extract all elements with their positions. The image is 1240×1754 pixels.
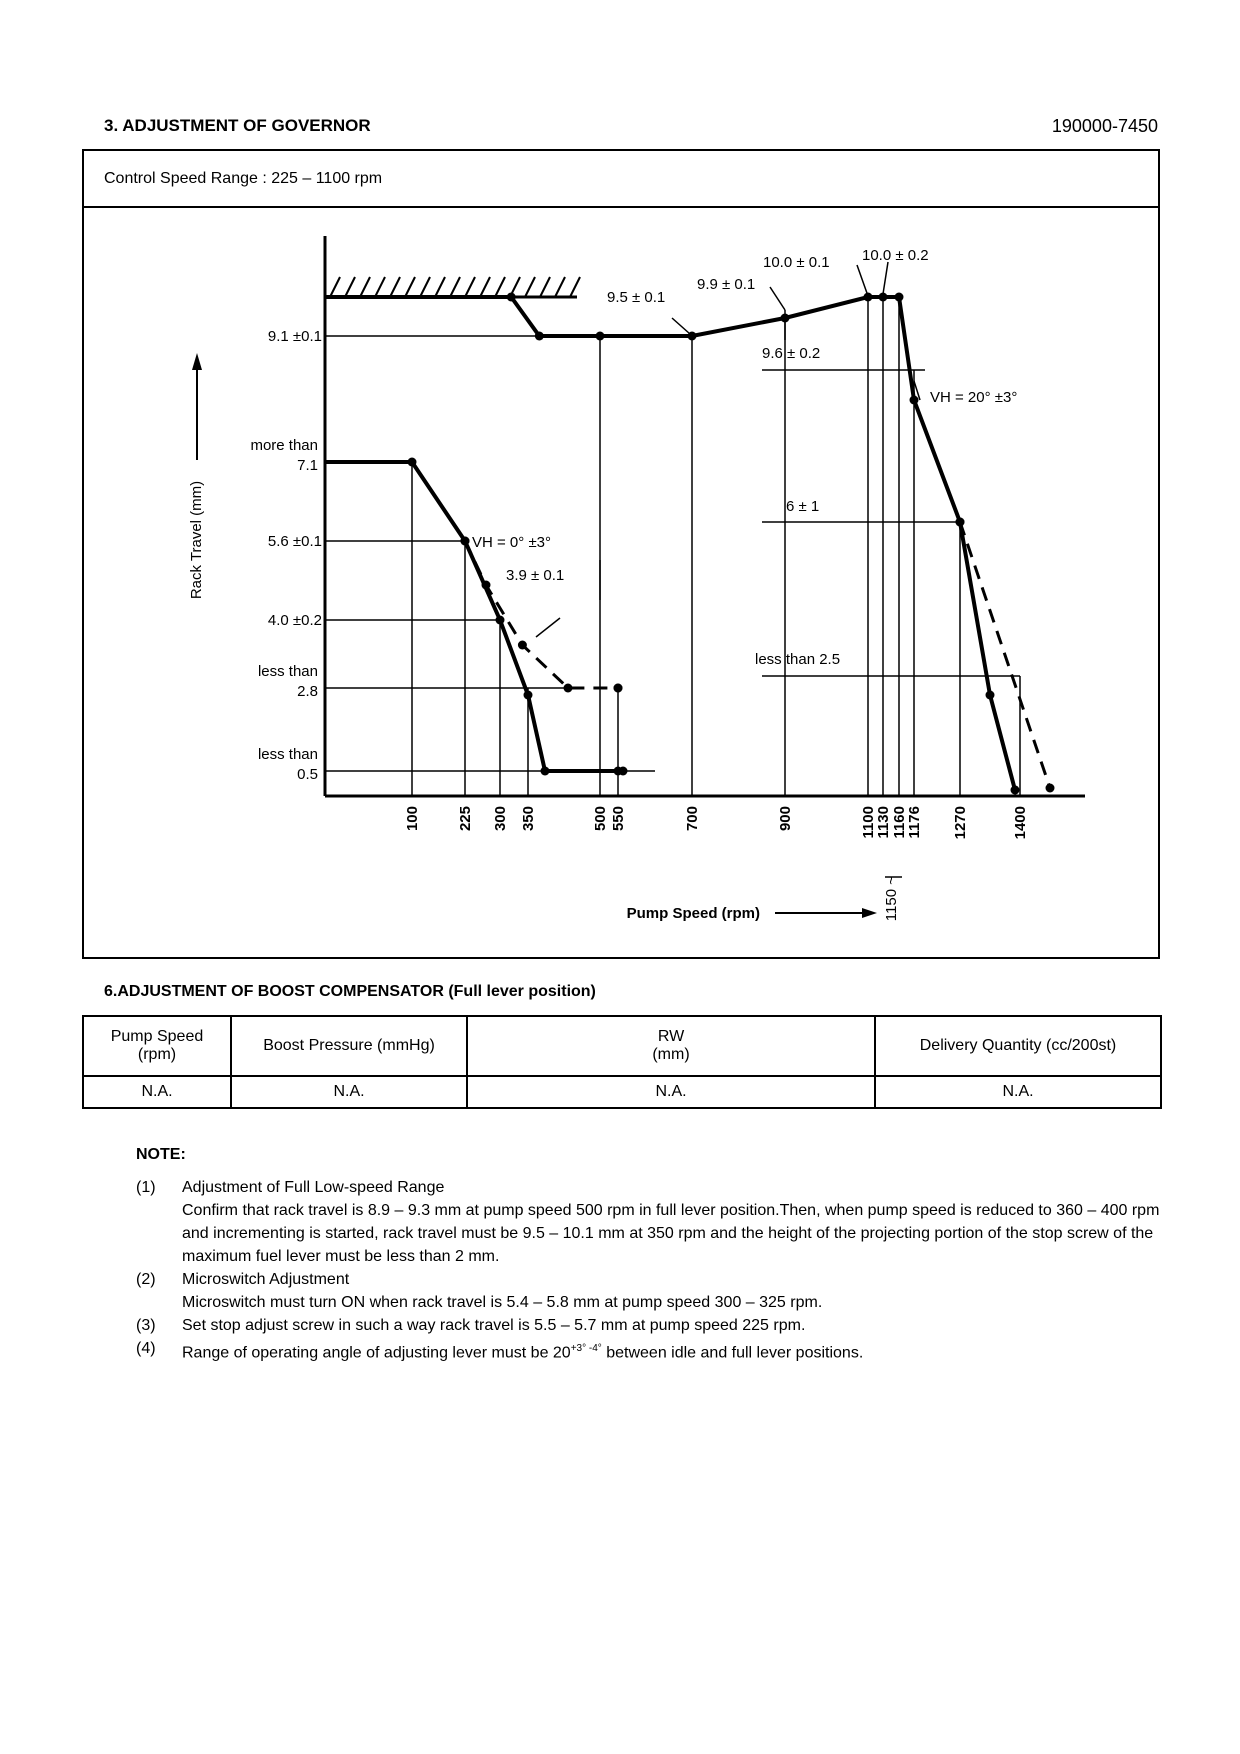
annotation-label: 6 ± 1 [786,498,820,515]
data-point [1046,784,1055,793]
x-tick-label: 1176 [906,806,923,839]
boost-header-line1: Delivery Quantity (cc/200st) [919,1037,1117,1054]
boost-header-pump-speed [83,1016,231,1076]
data-point [1011,786,1020,795]
data-point [518,641,527,650]
boost-cell-boost-pressure: N.A. [231,1076,467,1108]
notes-heading: NOTE: [136,1146,186,1163]
note-suffix: between idle and full lever positions. [601,1344,864,1362]
x-axis-arrowhead [862,908,877,918]
data-point [864,293,873,302]
table-row [83,1076,1161,1108]
note-title: Microswitch Adjustment [182,1271,350,1288]
note-number: (1) [136,1179,156,1196]
boost-header-rw [467,1016,875,1076]
data-point [482,581,491,590]
data-point [781,314,790,323]
note-title: Set stop adjust screw in such a way rack travel is 5.5 – 5.7 mm at pump speed 225 rpm. [182,1317,806,1334]
x-tick-label: 550 [610,806,627,832]
note-title: Range of operating angle of adjusting lever must be 20 [182,1344,571,1362]
boost-header-line1: Pump Speed [110,1028,204,1045]
data-point [541,767,550,776]
boost-title: 6.ADJUSTMENT OF BOOST COMPENSATOR (Full lever position) [104,983,596,1000]
annotation-label: 10.0 ± 0.1 [763,254,830,271]
x-tick-label: 1100 [860,806,877,839]
data-point [564,684,573,693]
boost-header-delivery [875,1016,1161,1076]
section-title: 3. ADJUSTMENT OF GOVERNOR [104,116,371,135]
note-title: Adjustment of Full Low-speed Range [182,1179,445,1196]
x-tick-label: 700 [684,806,701,832]
boost-header-boost-pressure [231,1016,467,1076]
annotation-label: VH = 20° ±3° [930,389,1018,406]
data-point [496,616,505,625]
note-detail: Confirm that rack travel is 8.9 – 9.3 mm at pump speed 500 rpm in full lever position.Then, when pump speed is reduced to 360 – 400 rpm and incrementing is started, rack travel must be 9.5 – 10.1 mm at 350 rpm and the height of the projecting portion of the stop screw of the maximum fuel lever must be less than 2 mm. [182,1202,1160,1265]
data-point [408,458,417,467]
data-point [507,293,516,302]
y-axis-arrowhead [192,353,202,370]
annotation-label: 9.6 ± 0.2 [762,345,821,362]
y-tick-label: 0.5 [297,766,318,783]
x-tick-label: 900 [777,806,794,832]
data-point [910,396,919,405]
list-item [136,1337,1176,1364]
stop-hatch [330,277,580,297]
x-tick-label: 225 [457,806,474,832]
boost-cell-delivery: N.A. [875,1076,1161,1108]
y-tick-label: more than [250,437,318,454]
y-tick-label: 5.6 ±0.1 [267,533,322,550]
x-axis-label: Pump Speed (rpm) [626,905,760,922]
data-point [956,518,965,527]
data-point [524,691,533,700]
list-item [136,1268,1176,1314]
governor-chart [84,208,1158,956]
x-tick-label: 100 [404,806,421,832]
y-axis-label: Rack Travel (mm) [188,480,205,600]
x-tick-label: 1270 [952,806,969,840]
series-line-2 [465,541,618,688]
x-tick-label: 300 [492,806,509,832]
list-item [136,1176,1176,1268]
note-number: (4) [136,1340,156,1357]
note-detail: Microswitch must turn ON when rack travel is 5.4 – 5.8 mm at pump speed 300 – 325 rpm. [182,1294,823,1311]
y-tick-label: 9.1 ±0.1 [267,328,322,345]
annotation-label: less than 2.5 [755,651,841,668]
x-tick-label: 350 [520,806,537,832]
x-tick-label: 1160 [891,806,908,839]
boost-header-row [83,1016,1161,1076]
y-tick-label: less than [257,746,318,763]
data-point [879,293,888,302]
annotation-label: 10.0 ± 0.2 [862,247,929,264]
boost-header-line2: (rpm) [137,1046,177,1063]
x-tick-bracket-label: 1150 ~ [883,876,900,922]
y-tick-label: less than [257,663,318,680]
y-tick-label: 7.1 [297,457,318,474]
y-tick-label: 2.8 [297,683,318,700]
boost-table [82,1015,1162,1109]
data-point [895,293,904,302]
boost-header-line1: Boost Pressure (mmHg) [263,1037,435,1054]
note-number: (2) [136,1271,156,1288]
data-point [688,332,697,341]
note-number: (3) [136,1317,156,1334]
annotation-label: 9.5 ± 0.1 [607,289,666,306]
x-tick-label: 500 [592,806,609,832]
control-speed-range: Control Speed Range : 225 – 1100 rpm [104,170,383,187]
x-tick-label: 1400 [1012,806,1029,840]
data-point [986,691,995,700]
y-tick-label: 4.0 ±0.2 [267,612,322,629]
part-number: 190000-7450 [1051,116,1158,136]
note-tolerance: +3° -4° [570,1343,602,1354]
series-line-0 [325,297,1018,790]
data-point [614,684,623,693]
annotation-label: 3.9 ± 0.1 [506,567,565,584]
boost-cell-pump-speed: N.A. [83,1076,231,1108]
data-point [535,332,544,341]
x-tick-label: 1130 [875,806,892,839]
boost-header-line1: RW [657,1028,685,1045]
data-point [461,537,470,546]
list-item [136,1314,1176,1337]
annotation-label: VH = 0° ±3° [472,534,552,551]
boost-header-line2: (mm) [652,1046,690,1063]
notes-section [136,1143,1176,1364]
data-point [614,767,623,776]
series-line-1 [325,462,623,771]
annotation-label: 9.9 ± 0.1 [697,276,756,293]
data-point [596,332,605,341]
boost-cell-rw: N.A. [467,1076,875,1108]
